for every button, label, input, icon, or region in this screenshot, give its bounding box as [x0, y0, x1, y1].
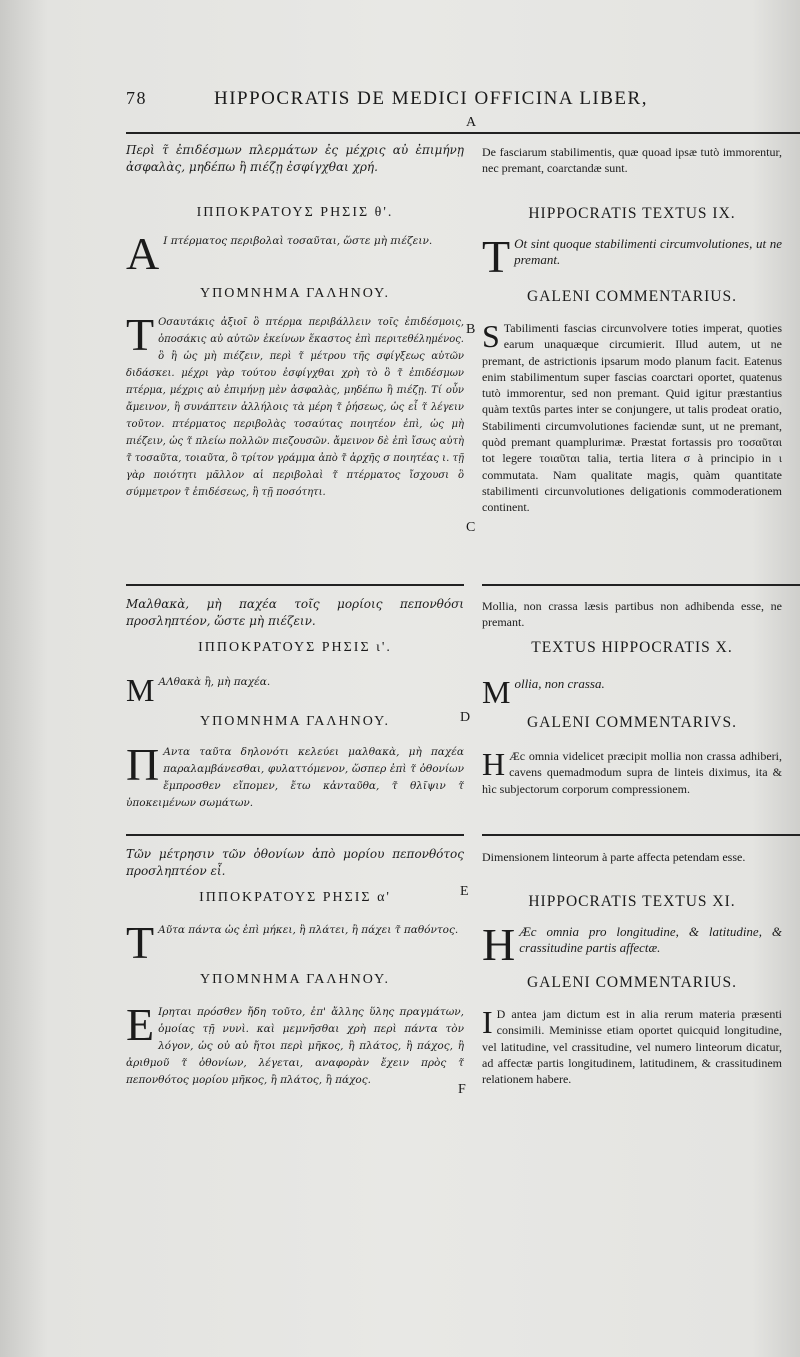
latin-text-10 [482, 674, 782, 710]
drop-cap: M [126, 672, 155, 708]
greek-commentary-11-body: Ιρηται πρόσθεν ἤδη τοῦτο, ἐπ' ἄλλης ὕλης πραγμάτων, ὁμοίας τῇ νυνὶ. καὶ μεμνῆσθαι χρὴ περὶ πάντα τὸν λόγον, ὡς οὐ αὐ ἤτοι περὶ μῆκος, ἢ πλάτος, ἢ πάχος, ἢ ἀριθμοῦ τ̃ ὀθονίων, λέγεται, αναφορὰν ἔχειν πρὸς τ̃ πεπονθότος μορίου μῆκος, ἢ πλάτος, ἢ πάχος. [126, 1006, 464, 1086]
page-number: 78 [126, 88, 147, 108]
section-rule-greek [126, 834, 464, 836]
latin-lead-11: Dimensionem linteorum à parte affecta petendam esse. [482, 850, 746, 864]
drop-cap: T [126, 917, 155, 968]
drop-cap: Π [126, 739, 160, 790]
latin-text-11 [482, 919, 782, 970]
margin-letter-e: E [460, 884, 469, 899]
latin-heading-9: HIPPOCRATIS TEXTUS IX. [528, 205, 736, 222]
greek-commentary-10-body: Αντα ταῦτα δηλονότι κελεύει μαλθακὰ, μὴ παχέα παραλαμβάνεσθαι, φυλαττόμενον, ὥσπερ ἐπὶ τ̃ ὀθονίων ἔμπροσθεν εἴπομεν, ἔτω κἀνταῦθα, τ̃ θλῖψιν τ̃ ὑποκειμένων σωμάτων. [126, 746, 464, 809]
greek-heading-10: ΙΠΠΟΚΡΑΤΟΥΣ ΡΗΣΙΣ ι'. [198, 640, 392, 655]
latin-comm-heading-10: GALENI COMMENTARIVS. [527, 714, 737, 731]
latin-commentary-10 [482, 748, 782, 797]
greek-text-11-body: Αῦτα πάντα ὡς ἐπὶ μήκει, ἢ πλάτει, ἢ πάχει τ̃ παθόντος. [158, 924, 459, 936]
greek-text-11 [126, 917, 464, 968]
margin-letter-f: F [458, 1082, 466, 1097]
latin-text-9-body: Ot sint quoque stabilimenti circumvolutiones, ut ne premant. [514, 236, 782, 267]
section-rule-latin [482, 584, 800, 586]
greek-heading-11: ΙΠΠΟΚΡΑΤΟΥΣ ΡΗΣΙΣ α' [199, 890, 391, 905]
latin-text-9 [482, 231, 782, 282]
margin-letter-b: B [466, 322, 476, 337]
greek-commentary-9 [126, 309, 464, 501]
latin-commentary-11-body: D antea jam dictum est in alia rerum materia præsenti consimili. Meminisse etiam oportet quicquid longitudine, vel latitudine, vel crassitudine, vel numero linteorum dicatur, ad affectæ partis longitudinem, latitudinem, & crassitudinem relationem habere. [482, 1007, 782, 1087]
greek-comm-heading-10: ΥΠΟΜΝΗΜΑ ΓΑΛΗΝΟΥ. [200, 714, 390, 729]
greek-text-9 [126, 228, 464, 279]
greek-commentary-11 [126, 999, 464, 1089]
latin-commentary-11 [482, 1006, 782, 1087]
drop-cap: A [126, 228, 160, 279]
latin-lead-9: De fasciarum stabilimentis, quæ quoad ipsæ tutò immorentur, nec premant, coarctandæ sunt. [482, 145, 782, 175]
drop-cap: H [482, 919, 516, 970]
margin-letter-d: D [460, 710, 471, 725]
greek-lead-11: Τῶν μέτρησιν τῶν ὀθονίων ἀπὸ μορίου πεπονθότος προσληπτέον εἶ. [126, 847, 464, 878]
drop-cap: T [126, 309, 155, 360]
latin-lead-10: Mollia, non crassa læsis partibus non adhibenda esse, ne premant. [482, 599, 782, 629]
latin-comm-heading-11: GALENI COMMENTARIUS. [527, 974, 737, 991]
latin-comm-heading-9: GALENI COMMENTARIUS. [527, 288, 737, 305]
drop-cap: E [126, 999, 155, 1050]
latin-text-11-body: Æc omnia pro longitudine, & latitudine, & crassitudine partis affectæ. [519, 924, 782, 955]
section-rule-latin [482, 834, 800, 836]
greek-text-10 [126, 672, 464, 708]
greek-comm-heading-11: ΥΠΟΜΝΗΜΑ ΓΑΛΗΝΟΥ. [200, 972, 390, 987]
greek-commentary-10 [126, 739, 464, 812]
greek-text-10-body: ΑΛθακὰ ἢ, μὴ παχέα. [158, 676, 271, 688]
running-title: HIPPOCRATIS DE MEDICI OFFICINA LIBER, [214, 88, 648, 109]
section-rule-greek [126, 584, 464, 586]
greek-comm-heading-9: ΥΠΟΜΝΗΜΑ ΓΑΛΗΝΟΥ. [200, 286, 390, 301]
latin-commentary-9 [482, 320, 782, 516]
greek-commentary-9-body: Οσαυτάκις ἀξιοῖ ὃ πτέρμα περιβάλλειν τοῖς ἐπιδέσμοις, ὁποσάκις αὐ αὐτῶν ἐκείνων ἕκαστος ἐπὶ περιτεθέλημένος. ὃ ἢ ὡς μὴ πιέζειν, περὶ τ̃ μέτρου τῆς σφίγξεως αὐτῶν διδάσκει. μέχρι γὰρ τούτου ἐσφίγχθαι χρὴ τὸ ὃ τ̃ ἐπιδέσμων πτέρμα, μέχρις αὐ ἐπιμήνῃ μὲν ἀσφαλὰς, μηδέπω ἢ πιέζῃ. Τί οὖν ἄμεινον, ἢ συνάπτειν ἀλλήλοις τὰ μέρη τ̃ ῥήσεως, ὡς εἶ τ̃ λέγειν τοῦτον. πτέρματος περιβολὰς τοσαύτας ποιητέον ἐπὶ, ὡς μὴ πιέζειν, ὡς τ̃ πλείω πολλῶν πιεζουσῶν. ἄμεινον δὲ ἐπὶ ἴσως αὐτὴ τ̃ τοσαῦτα, τοιαῦτα, ὃ τρίτον γράμμα ἀπὸ τ̃ ἀρχῆς σ ποιητέας ι. τῇ γὰρ ποιότητι μᾶλλον αἱ περιβολαὶ τ̃ πτέρματος ἴσχουσι ὃ σύμμετρον τ̃ ἐπιδέσεως, ἢ τῇ ποσότητι. [126, 317, 464, 498]
latin-heading-10: TEXTUS HIPPOCRATIS X. [531, 639, 733, 656]
margin-letter-a: A [466, 115, 477, 130]
latin-commentary-9-body: Tabilimenti fascias circunvolvere toties imperat, quoties earum unaquæque circumierit. Illud autem, ut ne premant, de astrictionis ipsarum modo planum facit. Eatenus enim stabilimentum super fascias coarctari oportet, quatenus tutò immorentur, sed non premant. Quid igitur præstantius quàm textûs partes inter se conjungere, ut talis prodeat oratio, Stabilimenti circumvolutiones faciendæ sunt, ut ne premant, quòd premant quamplurimæ. Præstat fortassis pro τοσαῦται tot legere τοιαῦται talia, tertia litera σ à principio in ι commutata. Nam qualitate magis, quàm quantitate stabilimenti circunvolutiones deligationis commoderationem continent. [482, 321, 782, 515]
greek-heading-9: ΙΠΠΟΚΡΑΤΟΥΣ ΡΗΣΙΣ θ'. [196, 205, 394, 220]
drop-cap: T [482, 231, 511, 282]
latin-text-10-body: ollia, non crassa. [514, 676, 605, 691]
drop-cap: H [482, 746, 506, 782]
margin-letter-c: C [466, 520, 476, 535]
greek-lead-10: Μαλθακὰ, μὴ παχέα τοῖς μορίοις πεπονθόσι προσληπτέον, ὥστε μὴ πιέζειν. [126, 597, 464, 628]
latin-commentary-10-body: Æc omnia videlicet præcipit mollia non crassa adhiberi, cavens quemadmodum supra de linteis diximus, ita & hìc subjectorum corporum compressionem. [482, 749, 782, 796]
latin-heading-11: HIPPOCRATIS TEXTUS XI. [528, 893, 736, 910]
drop-cap: S [482, 318, 500, 354]
drop-cap: I [482, 1004, 493, 1040]
greek-lead-9: Περὶ τ̃ ἐπιδέσμων πλερμάτων ἐς μέχρις αὐ ἐπιμήνῃ ἀσφαλὰς, μηδέπω ἢ πιέζῃ ἐσφίγχθαι χρή. [126, 143, 464, 174]
greek-text-9-body: Ι πτέρματος περιβολαὶ τοσαῦται, ὥστε μὴ πιέζειν. [163, 235, 433, 247]
header-rule [126, 132, 800, 134]
drop-cap: M [482, 674, 511, 710]
